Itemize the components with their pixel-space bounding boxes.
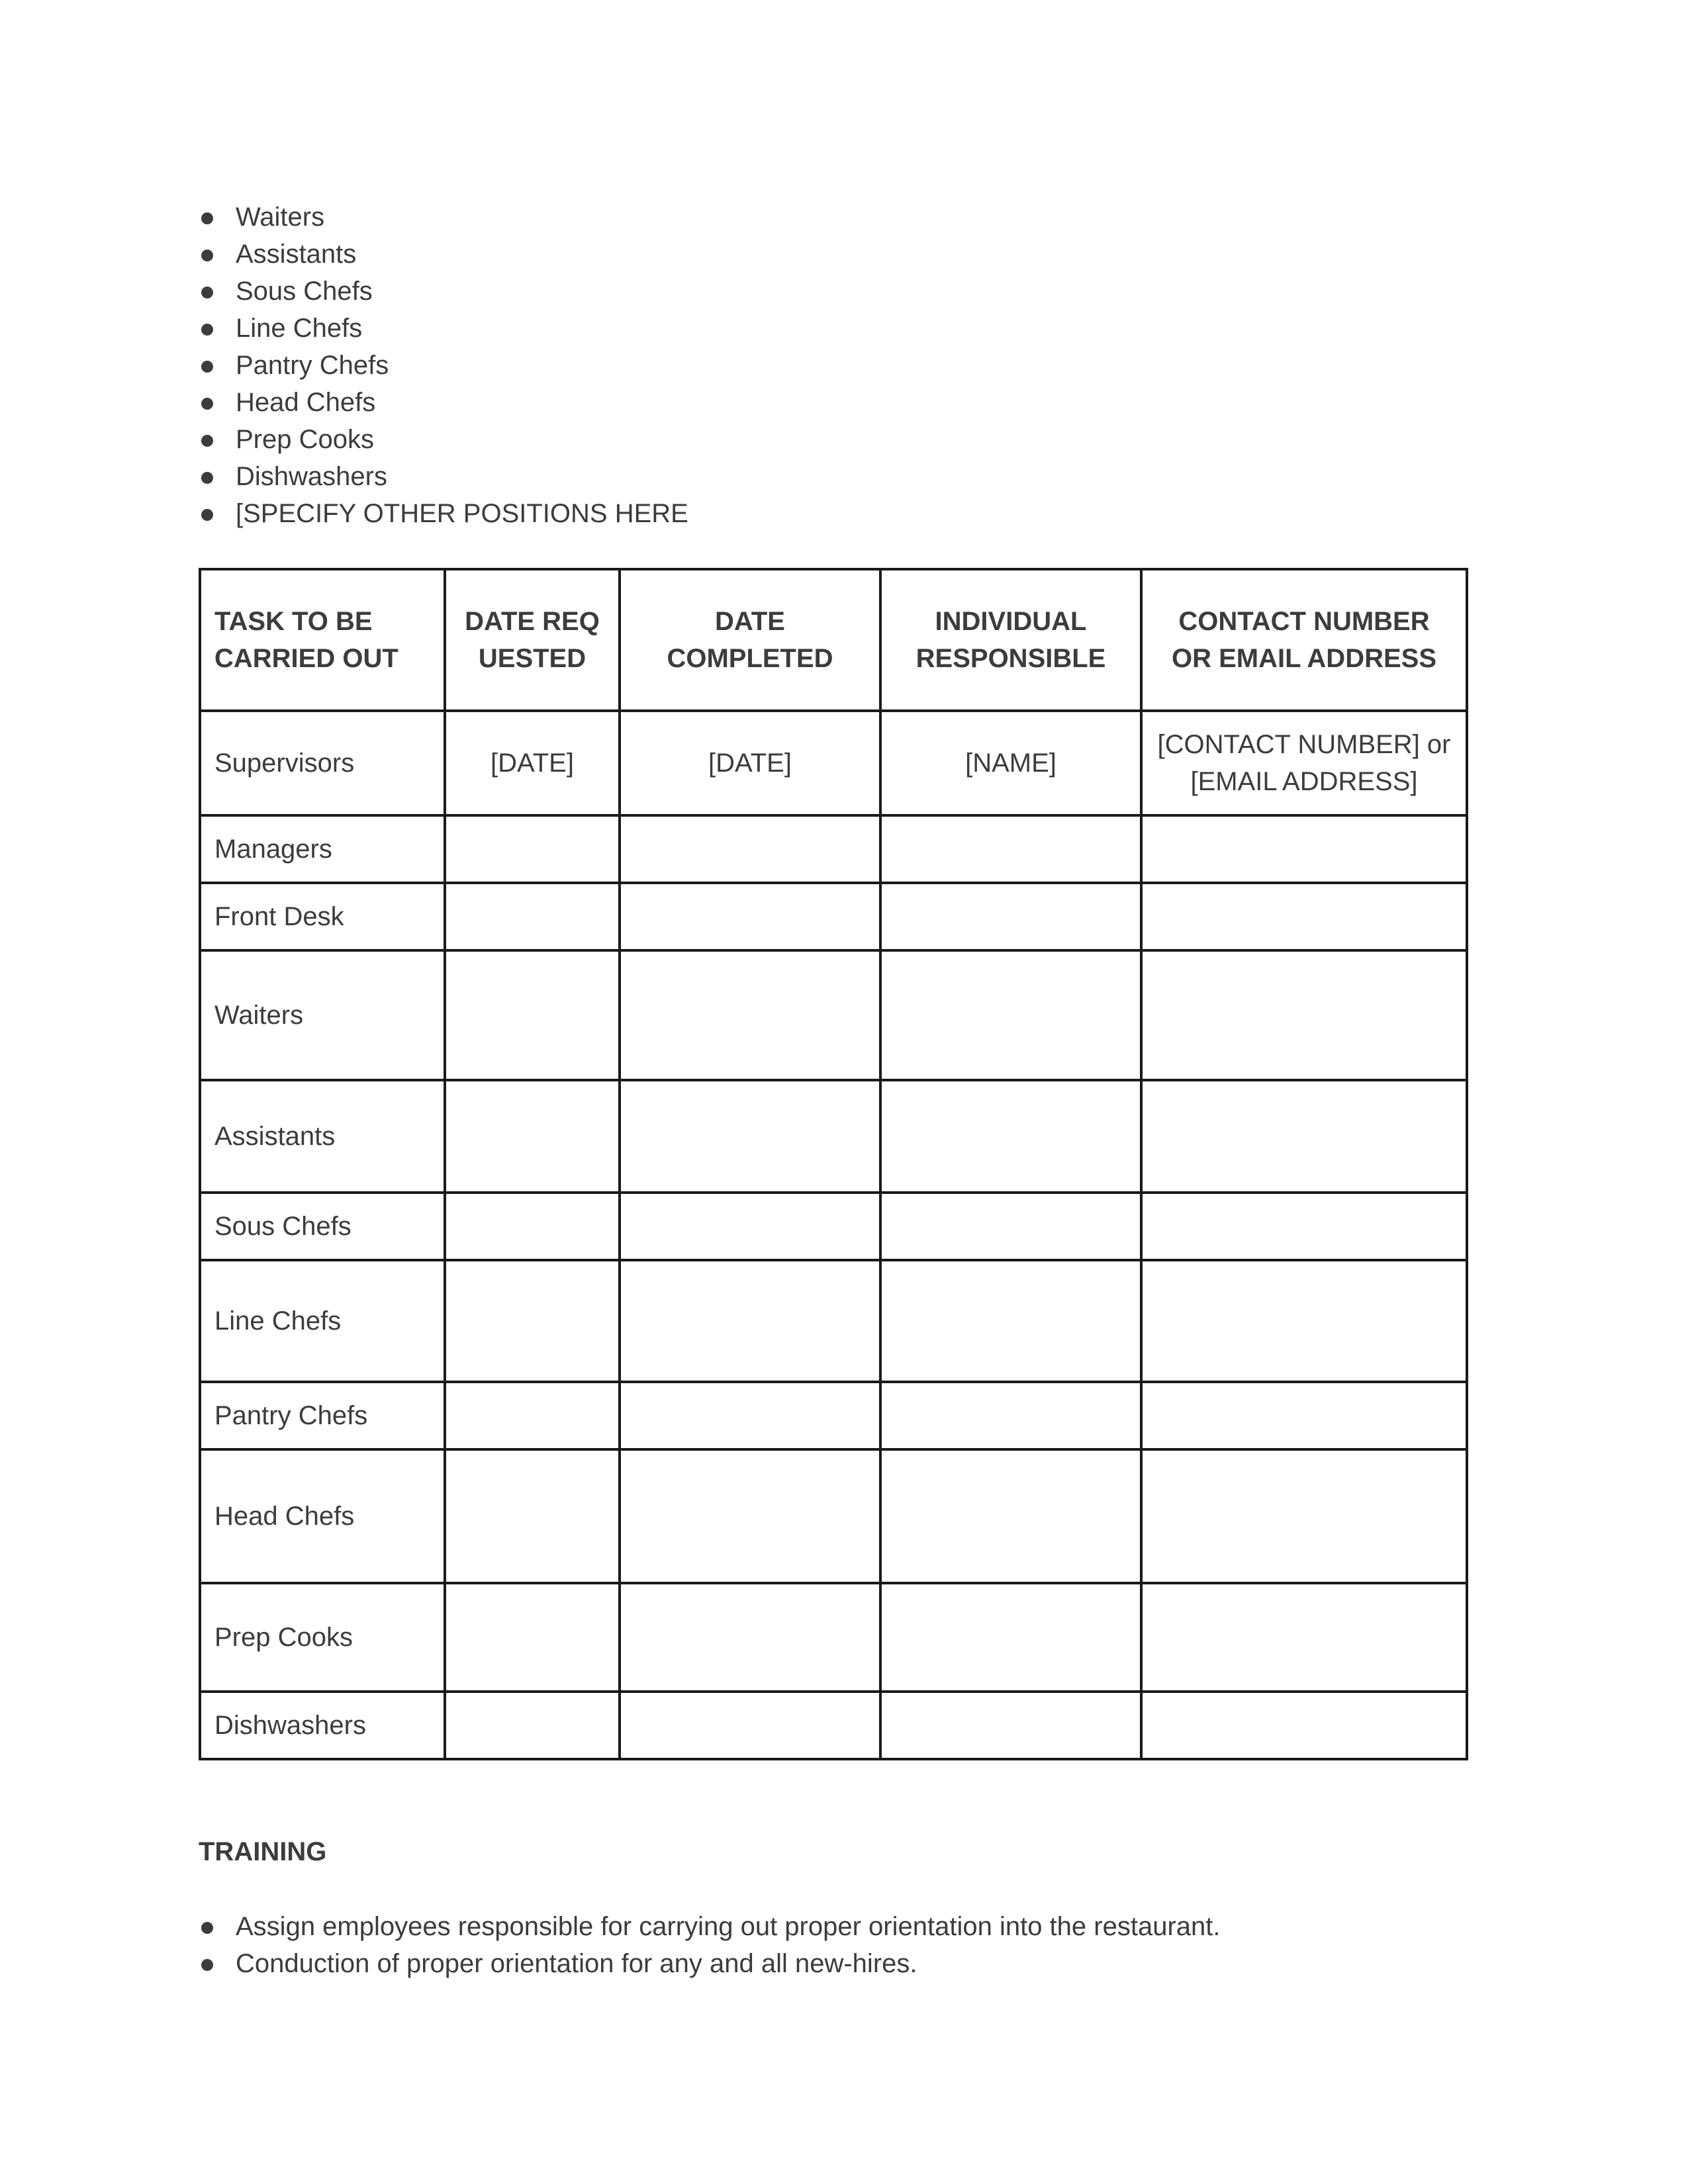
table-cell: Waiters [200, 950, 445, 1080]
header-contact: CONTACT NUMBER OR EMAIL ADDRESS [1141, 569, 1467, 711]
table-cell [445, 1449, 620, 1583]
positions-list [199, 199, 688, 532]
header-date-requested: DATE REQUESTED [445, 569, 620, 711]
table-row [200, 950, 1467, 1080]
list-item: Waiters [199, 199, 688, 236]
table-cell [880, 1583, 1141, 1692]
task-table [199, 568, 1468, 1760]
table-row [200, 1382, 1467, 1449]
table-cell [880, 950, 1141, 1080]
list-item: Sous Chefs [199, 273, 688, 310]
table-cell: Sous Chefs [200, 1193, 445, 1260]
table-cell [1141, 1260, 1467, 1382]
table-cell [445, 883, 620, 950]
table-cell [1141, 950, 1467, 1080]
table-cell [620, 1193, 880, 1260]
list-item: Head Chefs [199, 384, 688, 421]
table-cell [880, 1382, 1141, 1449]
table-cell [880, 1080, 1141, 1193]
table-cell [880, 815, 1141, 883]
list-item: Assign employees responsible for carrying out proper orientation into the restaurant. [199, 1908, 1220, 1945]
table-cell: Prep Cooks [200, 1583, 445, 1692]
table-cell [445, 815, 620, 883]
table-cell [620, 1692, 880, 1759]
table-row [200, 1080, 1467, 1193]
list-item: Prep Cooks [199, 421, 688, 458]
table-row [200, 815, 1467, 883]
table-cell [445, 1260, 620, 1382]
table-row [200, 1449, 1467, 1583]
table-cell [620, 1583, 880, 1692]
table-cell: Front Desk [200, 883, 445, 950]
header-individual-responsible: INDIVIDUAL RESPONSIBLE [880, 569, 1141, 711]
table-row [200, 1692, 1467, 1759]
table-cell [880, 1449, 1141, 1583]
list-item: Dishwashers [199, 458, 688, 495]
table-row [200, 1583, 1467, 1692]
table-cell [445, 1080, 620, 1193]
table-row [200, 1260, 1467, 1382]
table-cell [445, 1193, 620, 1260]
table-cell [1141, 1382, 1467, 1449]
table-cell [445, 1583, 620, 1692]
list-item: Pantry Chefs [199, 347, 688, 384]
training-heading: TRAINING [199, 1837, 327, 1866]
table-cell [1141, 815, 1467, 883]
table-cell: Pantry Chefs [200, 1382, 445, 1449]
table-cell [880, 883, 1141, 950]
table-cell [445, 1382, 620, 1449]
header-task: TASK TO BE CARRIED OUT [200, 569, 445, 711]
table-cell: [DATE] [445, 711, 620, 815]
table-cell [880, 1193, 1141, 1260]
table-cell [880, 1260, 1141, 1382]
table-header-row [200, 569, 1467, 711]
table-cell: [DATE] [620, 711, 880, 815]
table-cell [1141, 1449, 1467, 1583]
table-row [200, 711, 1467, 815]
table-cell [620, 1382, 880, 1449]
table-cell [620, 950, 880, 1080]
list-item: Assistants [199, 236, 688, 273]
table-cell [1141, 1583, 1467, 1692]
table-cell [620, 1260, 880, 1382]
table-cell: Head Chefs [200, 1449, 445, 1583]
table-cell: [CONTACT NUMBER] or [EMAIL ADDRESS] [1141, 711, 1467, 815]
table-cell [1141, 883, 1467, 950]
table-cell: Assistants [200, 1080, 445, 1193]
list-item: [SPECIFY OTHER POSITIONS HERE [199, 495, 688, 532]
table-cell: Dishwashers [200, 1692, 445, 1759]
table-cell [1141, 1193, 1467, 1260]
table-cell: [NAME] [880, 711, 1141, 815]
table-row [200, 1193, 1467, 1260]
table-cell [445, 1692, 620, 1759]
table-cell [1141, 1080, 1467, 1193]
table-cell: Supervisors [200, 711, 445, 815]
table-cell [880, 1692, 1141, 1759]
list-item: Conduction of proper orientation for any and all new-hires. [199, 1945, 1220, 1982]
table-cell [620, 1449, 880, 1583]
table-cell [445, 950, 620, 1080]
table-cell: Managers [200, 815, 445, 883]
training-list [199, 1908, 1220, 1982]
header-date-completed: DATE COMPLETED [620, 569, 880, 711]
table-row [200, 883, 1467, 950]
table-cell [1141, 1692, 1467, 1759]
table-cell [620, 815, 880, 883]
list-item: Line Chefs [199, 310, 688, 347]
table-cell [620, 1080, 880, 1193]
table-cell: Line Chefs [200, 1260, 445, 1382]
table-cell [620, 883, 880, 950]
